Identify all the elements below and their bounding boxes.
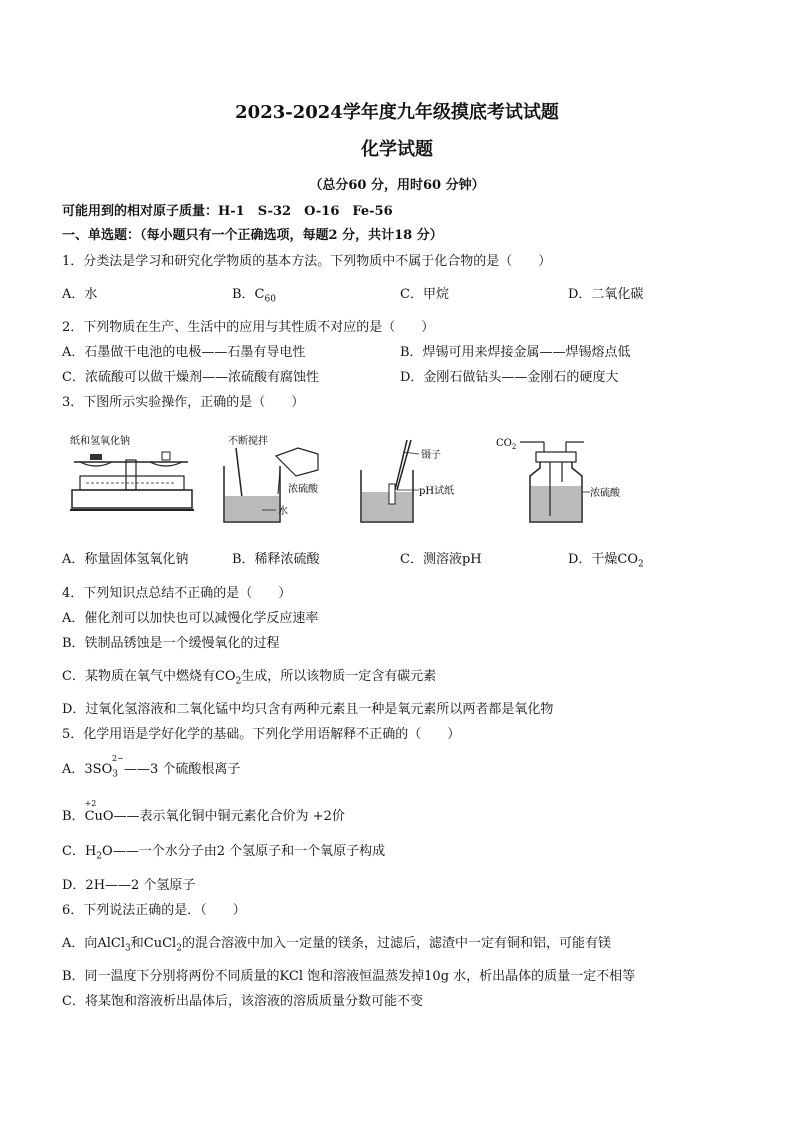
q2-option-c: C．浓硫酸可以做干燥剂——浓硫酸有腐蚀性 [62,370,319,385]
q2-option-d: D．金刚石做钻头——金刚石的硬度大 [400,370,619,385]
valence-mark: +2 [84,799,97,808]
acid-label: 浓硫酸 [288,484,318,495]
gas-dry-figure [494,430,644,530]
q2-option-a: A．石墨做干电池的电极——石墨有导电性 [62,345,306,360]
q3-option-d: D．干燥$CO_2$ [568,552,644,570]
water-label: 水 [278,506,288,517]
co2-label: CO [496,438,512,449]
q6-option-b: B．同一温度下分别将两份不同质量的KCl 饱和溶液恒温蒸发掉10g 水，析出晶体的质量一定不相等 [62,969,636,984]
q2-stem: 2．下列物质在生产、生活中的应用与其性质不对应的是（ ） [62,320,435,335]
q6-option-a: A．向AlCl$_3$和CuCl$_2$的混合溶液中加入一定量的镁条，过滤后，滤渣中一定有铜和铝，可能有镁 [62,936,611,954]
q4-option-a: A．催化剂可以加快也可以减慢化学反应速率 [62,611,319,626]
q3-stem: 3．下图所示实验操作，正确的是（ ） [62,395,305,410]
acid2-label: 浓硫酸 [590,488,620,499]
q3-option-b: B．稀释浓硫酸 [232,552,320,567]
ph-paper-label: pH试纸 [419,486,455,497]
ph-test-figure [355,430,475,530]
q6-option-c: C．将某饱和溶液析出晶体后，该溶液的溶质质量分数可能不变 [62,994,423,1009]
q5-option-b: B． +2 CuO——表示氧化铜中铜元素化合价为 +2价 [62,799,345,824]
q4-stem: 4．下列知识点总结不正确的是（ ） [62,586,292,601]
tweezers-label: 镊子 [421,450,441,461]
q1-stem: 1．分类法是学习和研究化学物质的基本方法。下列物质中不属于化合物的是（ ） [62,254,552,269]
q1-option-c: C．甲烷 [400,287,449,302]
q1-option-b: B．$C_{60}$ [232,287,276,305]
q4-option-d: D．过氧化氢溶液和二氧化锰中均只含有两种元素且一种是氧元素所以两者都是氧化物 [62,702,554,717]
atomic-masses: 可能用到的相对原子质量：H-1 S-32 O-16 Fe-56 [62,204,393,219]
balance-label: 纸和氢氧化钠 [70,436,130,447]
q1-option-d: D．二氧化碳 [568,287,644,302]
dilute-acid-figure [218,430,338,530]
stir-label: 不断搅拌 [228,436,268,447]
q6-stem: 6．下列说法正确的是．（ ） [62,903,246,918]
exam-title: 2023-2024学年度九年级摸底考试试题 [235,102,559,123]
score-time-note: （总分60 分，用时60 分钟） [309,178,485,193]
q5-option-d: D．2H——2 个氢原子 [62,878,196,893]
balance-figure [66,430,196,530]
section-heading: 一、单选题：（每小题只有一个正确选项，每题2 分，共计18 分） [62,228,443,243]
q4-option-b: B．铁制品锈蚀是一个缓慢氧化的过程 [62,636,280,651]
subject-title: 化学试题 [361,139,433,160]
co2-sub: 2 [511,443,517,451]
q3-option-c: C．测溶液pH [400,552,482,567]
q5-option-c: C．$H_2O——$一个水分子由2 个氢原子和一个氧原子构成 [62,844,386,862]
q3-option-a: A．称量固体氢氧化钠 [62,552,189,567]
q1-option-a: A．水 [62,287,98,302]
q2-option-b: B．焊锡可用来焊接金属——焊锡熔点低 [400,345,631,360]
q5-option-a: A．$3SO_3$ 2− ——3 个硫酸根离子 [62,754,241,780]
q5-stem: 5．化学用语是学好化学的基础。下列化学用语解释不正确的（ ） [62,727,461,742]
q4-option-c: C．某物质在氧气中燃烧有$CO_2$生成，所以该物质一定含有碳元素 [62,669,437,687]
svg-text:CO2 [496,438,516,451]
